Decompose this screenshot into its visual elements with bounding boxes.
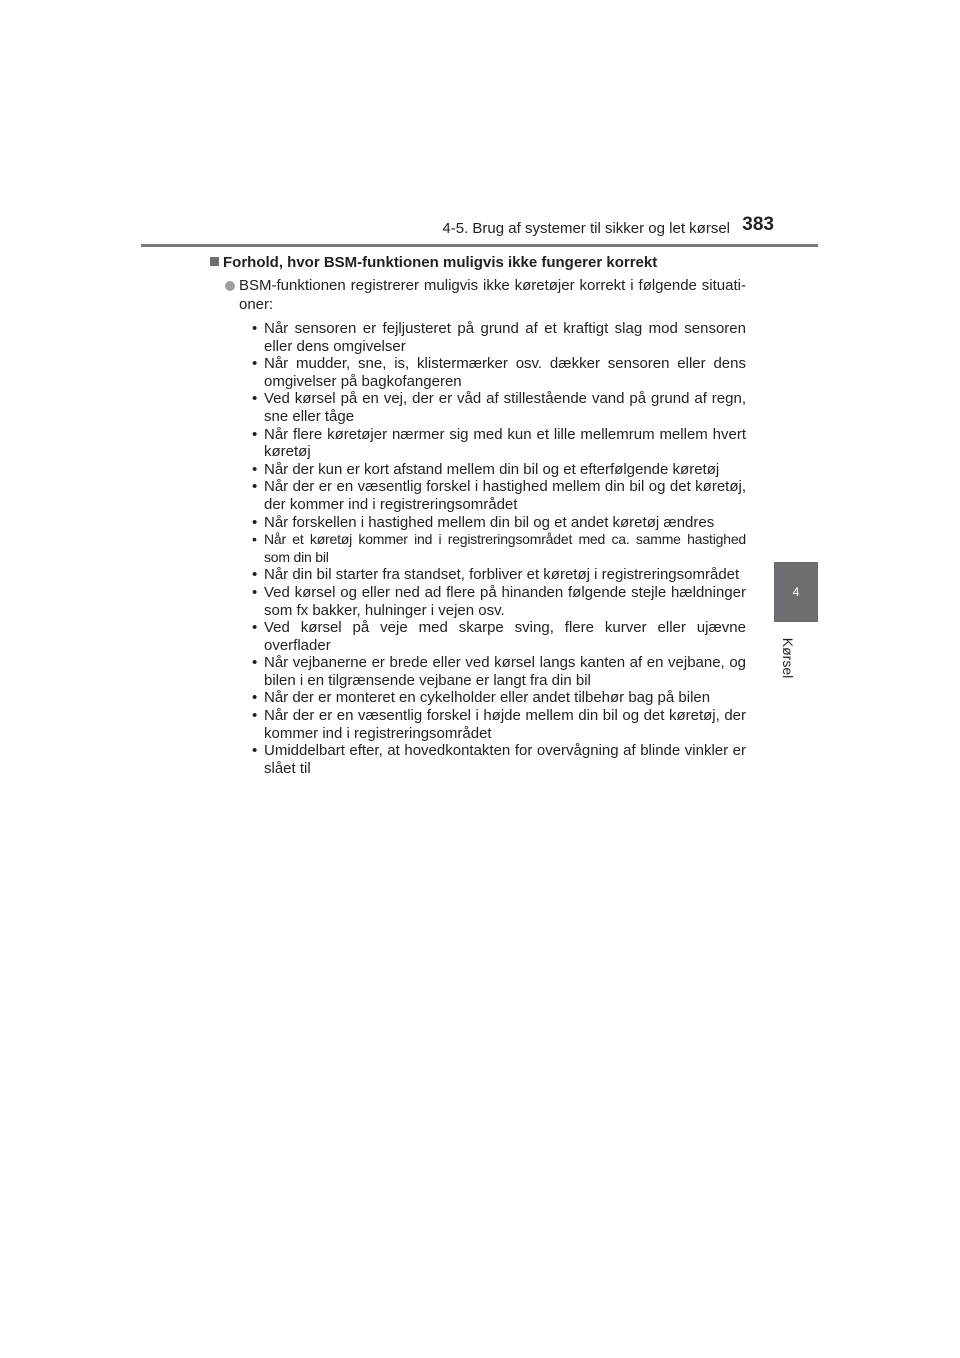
intro-text: BSM-funktionen registrerer muligvis ikke køretøjer korrekt i følgende situati-oner:	[239, 277, 746, 313]
bullet-icon: •	[252, 320, 258, 337]
bullet-icon: •	[252, 513, 258, 531]
list-item	[252, 707, 746, 742]
header-divider	[141, 244, 818, 247]
list-item	[252, 531, 746, 566]
list-item-text: Ved kørsel på en vej, der er våd af stillestående vand på grund af regn, sne eller tåge	[264, 390, 746, 425]
chapter-tab	[774, 562, 818, 622]
list-item-text: Umiddelbart efter, at hovedkontakten for overvågning af blinde vinkler er slået til	[264, 742, 746, 777]
bullet-icon: •	[252, 355, 258, 373]
section-heading-text: Forhold, hvor BSM-funktionen muligvis ikke fungerer korrekt	[223, 254, 658, 271]
bullet-icon: •	[252, 689, 258, 707]
list-item-text: Når der er en væsentlig forskel i højde mellem din bil og det køretøj, der kommer ind i registreringsområdet	[264, 707, 746, 742]
section-title: 4-5. Brug af systemer til sikker og let kørsel	[442, 220, 730, 237]
bullet-icon: •	[252, 707, 258, 725]
list-item	[252, 689, 746, 707]
list-item	[252, 742, 746, 777]
list-item	[252, 320, 746, 355]
list-item-text: Når mudder, sne, is, klistermærker osv. dækker sensoren eller dens omgivelser på bagkofangeren	[264, 355, 746, 390]
bullet-icon: •	[252, 425, 258, 443]
bullet-icon: •	[252, 619, 258, 637]
bullet-icon: •	[252, 478, 258, 496]
chapter-number: 4	[792, 585, 800, 599]
list-item	[252, 619, 746, 654]
circle-bullet-icon	[225, 281, 235, 291]
section-heading	[210, 253, 746, 273]
bullet-icon: •	[252, 742, 258, 760]
list-item-text: Ved kørsel og eller ned ad flere på hinanden følgende stejle hældninger som fx bakker, hulninger i vejen osv.	[264, 583, 746, 619]
bullet-icon: •	[252, 654, 258, 672]
intro-paragraph	[210, 276, 746, 314]
list-item	[252, 584, 746, 619]
page-number: 383	[742, 214, 774, 235]
list-item	[252, 390, 746, 425]
list-item-text: Når sensoren er fejljusteret på grund af et kraftigt slag mod sensoren eller dens omgivelser	[264, 320, 746, 355]
list-item	[252, 654, 746, 689]
list-item	[252, 355, 746, 390]
list-item	[252, 461, 746, 479]
list-item	[252, 426, 746, 461]
bullet-icon: •	[252, 460, 258, 478]
square-bullet-icon	[210, 257, 219, 266]
bullet-icon: •	[252, 390, 258, 408]
list-item-text: Når din bil starter fra standset, forbliver et køretøj i registreringsområdet	[264, 566, 740, 584]
list-item-text: Når flere køretøjer nærmer sig med kun et lille mellemrum mellem hvert køretøj	[264, 425, 746, 461]
bullet-icon: •	[252, 566, 258, 584]
chapter-label: Kørsel	[780, 637, 796, 679]
list-item	[252, 514, 746, 532]
list-item-text: Når der kun er kort afstand mellem din bil og et efterfølgende køretøj	[264, 460, 720, 478]
bullet-icon: •	[252, 531, 257, 548]
page-header	[141, 214, 818, 248]
list-item-text: Når forskellen i hastighed mellem din bil og et andet køretøj ændres	[264, 513, 715, 531]
list-item-text: Når der er monteret en cykelholder eller andet tilbehør bag på bilen	[264, 689, 711, 707]
list-item-text: Når vejbanerne er brede eller ved kørsel langs kanten af en vejbane, og bilen i en tilgrænsende vejbane er langt fra din bil	[264, 654, 746, 689]
list-item	[252, 478, 746, 513]
condition-list	[210, 320, 746, 777]
bullet-icon: •	[252, 583, 258, 601]
list-item-text: Når et køretøj kommer ind i registreringsområdet med ca. samme hastighed som din bil	[264, 531, 746, 565]
list-item-text: Når der er en væsentlig forskel i hastighed mellem din bil og det køretøj, der kommer ind i registreringsområdet	[264, 478, 746, 513]
list-item-text: Ved kørsel på veje med skarpe sving, flere kurver eller ujævne overflader	[264, 619, 746, 654]
main-content	[210, 253, 746, 777]
list-item	[252, 566, 746, 584]
